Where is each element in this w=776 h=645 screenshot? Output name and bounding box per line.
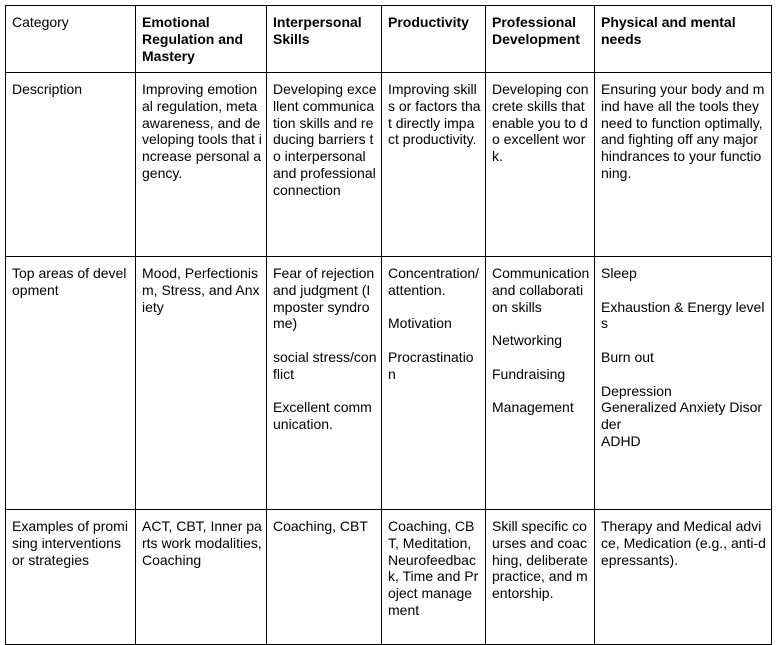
cell-paragraph: ACT, CBT, Inner parts work modalities, Coaching — [142, 518, 262, 568]
row-label-interventions: Examples of promising interventions or strategies — [6, 510, 136, 645]
cell-paragraph: Networking — [492, 332, 563, 349]
table-cell — [595, 73, 772, 257]
table-cell — [595, 257, 772, 510]
table-cell — [486, 73, 595, 257]
header-interpersonal-skills: Interpersonal Skills — [267, 6, 382, 73]
row-label-description: Description — [6, 73, 136, 257]
cell-paragraph: Burn out — [601, 348, 654, 365]
cell-paragraph: Procrastination — [388, 348, 474, 382]
cell-paragraph: Concentration/attention. — [388, 265, 480, 298]
cell-paragraph: social stress/conflict — [273, 348, 377, 382]
table-cell — [136, 510, 267, 645]
cell-paragraph: Management — [492, 399, 574, 416]
table-row — [6, 73, 772, 257]
cell-paragraph: Motivation — [388, 315, 452, 332]
cell-paragraph: Excellent communication. — [273, 399, 372, 433]
table-cell — [486, 510, 595, 645]
table-cell — [267, 510, 382, 645]
cell-paragraph: Sleep — [601, 265, 637, 281]
table-row — [6, 510, 772, 645]
cell-paragraph: Improving skills or factors that directly impact productivity. — [388, 81, 481, 148]
table-cell — [136, 73, 267, 257]
cell-paragraph: Communication and collaboration skills — [492, 265, 590, 315]
table-cell — [382, 73, 486, 257]
table-row — [6, 257, 772, 510]
header-professional-development: Professional Development — [486, 6, 595, 73]
cell-paragraph: Mood, Perfectionism, Stress, and Anxiety — [142, 265, 260, 315]
row-label-top-areas: Top areas of development — [6, 257, 136, 510]
header-emotional-regulation: Emotional Regulation and Mastery — [136, 6, 267, 73]
cell-paragraph: Fear of rejection and judgment (Imposter syndrome) — [273, 265, 375, 332]
header-category: Category — [6, 6, 136, 73]
header-physical-mental-needs: Physical and mental needs — [595, 6, 772, 73]
cell-paragraph: Exhaustion & Energy levels — [601, 298, 765, 332]
header-row — [6, 6, 772, 73]
table-cell — [486, 257, 595, 510]
table-cell — [382, 257, 486, 510]
cell-paragraph: Ensuring your body and mind have all the tools they need to function optimally, and fighting off any major hindrances to your functioning. — [601, 81, 765, 181]
cell-paragraph: Improving emotional regulation, meta awareness, and developing tools that increase personal agency. — [142, 81, 262, 181]
table-cell — [136, 257, 267, 510]
table-cell — [382, 510, 486, 645]
framework-table — [5, 5, 772, 645]
table-cell — [267, 257, 382, 510]
cell-paragraph: Skill specific courses and coaching, deliberate practice, and mentorship. — [492, 518, 588, 602]
cell-paragraph: Depression Generalized Anxiety Disorder ADHD — [601, 382, 763, 449]
cell-paragraph: Developing concrete skills that enable you to do excellent work. — [492, 81, 589, 165]
cell-paragraph: Coaching, CBT, Meditation, Neurofeedback, Time and Project management — [388, 518, 479, 618]
header-productivity: Productivity — [382, 6, 486, 73]
cell-paragraph: Coaching, CBT — [273, 518, 368, 534]
table-cell — [595, 510, 772, 645]
cell-paragraph: Therapy and Medical advice, Medication (e.g., anti-depressants). — [601, 518, 766, 568]
cell-paragraph: Fundraising — [492, 365, 566, 382]
cell-paragraph: Developing excellent communication skills and reducing barriers to interpersonal and professional connection — [273, 81, 377, 198]
table-cell — [267, 73, 382, 257]
